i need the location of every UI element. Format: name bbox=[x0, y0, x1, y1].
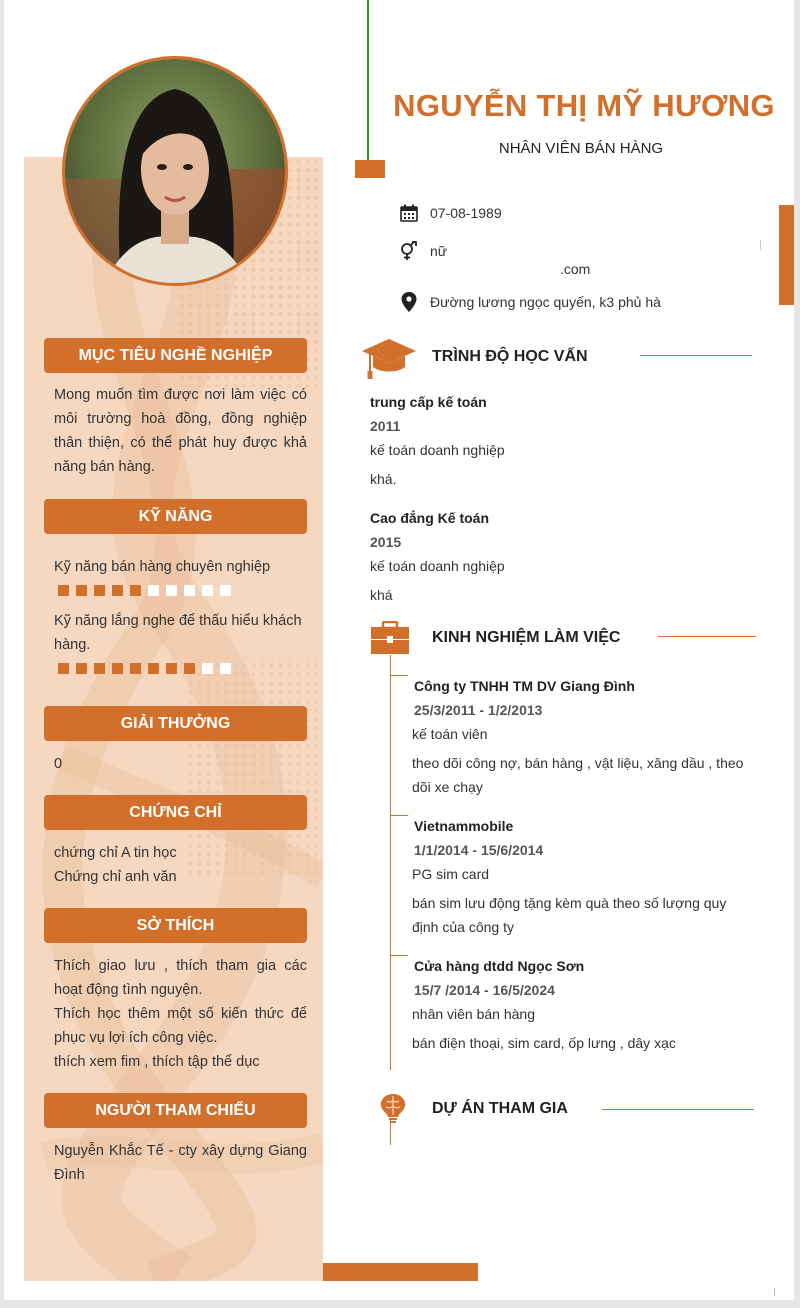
avatar bbox=[62, 56, 288, 286]
page-corner-mark bbox=[774, 1288, 775, 1296]
projects-timeline bbox=[390, 1120, 391, 1145]
skill-square-empty bbox=[202, 663, 213, 674]
certificates-heading: CHỨNG CHỈ bbox=[44, 795, 307, 830]
calendar-icon bbox=[398, 202, 420, 224]
education-rule bbox=[640, 355, 752, 356]
gender-row bbox=[398, 240, 447, 262]
education-grade: khá. bbox=[370, 471, 397, 487]
experience-period: 1/1/2014 - 15/6/2014 bbox=[414, 842, 544, 858]
skill-square-filled bbox=[76, 585, 87, 596]
education-heading: TRÌNH ĐỘ HỌC VẤN bbox=[432, 348, 588, 365]
skill-name: Kỹ năng lắng nghe để thấu hiểu khách hàng. bbox=[54, 613, 302, 653]
bottom-accent-bar bbox=[323, 1263, 478, 1281]
location-pin-icon bbox=[398, 291, 420, 313]
education-major: kế toán doanh nghiệp bbox=[370, 442, 505, 458]
gender-icon bbox=[398, 240, 420, 262]
experience-role: PG sim card bbox=[412, 866, 490, 882]
address-row bbox=[398, 291, 661, 313]
skill-square-empty bbox=[220, 663, 231, 674]
right-edge-tab bbox=[779, 205, 794, 305]
experience-rule bbox=[658, 636, 756, 637]
experience-desc: theo dõi công nợ, bán hàng , vật liệu, xăng dầu , theo dõi xe chạy bbox=[412, 755, 744, 795]
experience-role: nhân viên bán hàng bbox=[412, 1006, 535, 1022]
education-year: 2015 bbox=[370, 534, 402, 550]
accent-block bbox=[355, 160, 385, 178]
hobby-item: Thích học thêm một số kiến thức để phục vụ lợi ích công việc. bbox=[54, 1006, 307, 1046]
skill-square-filled bbox=[130, 585, 141, 596]
skill-level-bar bbox=[54, 582, 231, 598]
experience-period: 15/7 /2014 - 16/5/2024 bbox=[414, 982, 555, 998]
timeline-tick bbox=[390, 955, 408, 956]
objective-heading: MỤC TIÊU NGHỀ NGHIỆP bbox=[44, 338, 307, 373]
skill-square-filled bbox=[58, 663, 69, 674]
top-vertical-line bbox=[367, 0, 369, 160]
skills-heading: KỸ NĂNG bbox=[44, 499, 307, 534]
skill-square-filled bbox=[184, 663, 195, 674]
briefcase-icon bbox=[370, 621, 410, 655]
skill-square-filled bbox=[94, 663, 105, 674]
skill-square-filled bbox=[166, 663, 177, 674]
hobby-item: thích xem fim , thích tập thể dục bbox=[54, 1054, 260, 1070]
job-title: NHÂN VIÊN BÁN HÀNG bbox=[498, 140, 664, 157]
skill-square-empty bbox=[166, 585, 177, 596]
projects-rule bbox=[602, 1109, 754, 1110]
lightbulb-brain-icon bbox=[378, 1093, 408, 1123]
timeline-tick bbox=[390, 815, 408, 816]
education-school: trung cấp kế toán bbox=[370, 394, 487, 410]
awards-heading: GIẢI THƯỞNG bbox=[44, 706, 307, 741]
skill-square-filled bbox=[112, 663, 123, 674]
certificate-item: chứng chỉ A tin học bbox=[54, 845, 177, 861]
portrait-photo bbox=[65, 59, 285, 283]
experience-company: Công ty TNHH TM DV Giang Đình bbox=[414, 678, 635, 694]
skill-level-bar bbox=[54, 660, 231, 676]
skill-square-filled bbox=[112, 585, 123, 596]
experience-company: Vietnammobile bbox=[414, 818, 514, 834]
skill-square-filled bbox=[76, 663, 87, 674]
birthdate-value: 07-08-1989 bbox=[430, 205, 502, 221]
education-major: kế toán doanh nghiệp bbox=[370, 558, 505, 574]
skill-name: Kỹ năng bán hàng chuyên nghiệp bbox=[54, 559, 271, 575]
experience-heading: KINH NGHIỆM LÀM VIỆC bbox=[432, 629, 621, 646]
certificate-item: Chứng chỉ anh văn bbox=[54, 869, 177, 885]
skill-square-filled bbox=[94, 585, 105, 596]
experience-role: kế toán viên bbox=[412, 726, 488, 742]
experience-company: Cửa hàng dtdd Ngọc Sơn bbox=[414, 958, 585, 974]
skill-square-empty bbox=[184, 585, 195, 596]
skill-square-filled bbox=[148, 663, 159, 674]
birthdate-row bbox=[398, 202, 502, 224]
skill-square-empty bbox=[220, 585, 231, 596]
experience-timeline bbox=[390, 655, 391, 1070]
references-heading: NGƯỜI THAM CHIẾU bbox=[44, 1093, 307, 1128]
experience-period: 25/3/2011 - 1/2/2013 bbox=[414, 702, 543, 718]
experience-desc: bán sim lưu động tặng kèm quà theo số lượng quy định của công ty bbox=[412, 895, 727, 935]
skill-square-empty bbox=[202, 585, 213, 596]
full-name: NGUYỄN THỊ MỸ HƯƠNG bbox=[393, 88, 775, 123]
address-value: Đường lương ngọc quyến, k3 phủ hà bbox=[430, 294, 661, 310]
skill-square-empty bbox=[148, 585, 159, 596]
objective-text: Mong muốn tìm được nơi làm việc có môi trường hoà đồng, đồng nghiệp thân thiện, có thể phát huy được khả năng bán hàng. bbox=[54, 387, 307, 475]
skill-square-filled bbox=[58, 585, 69, 596]
hobbies-heading: SỞ THÍCH bbox=[44, 908, 307, 943]
education-grade: khá bbox=[370, 587, 393, 603]
experience-desc: bán điện thoại, sim card, ốp lưng , dây xạc bbox=[412, 1035, 676, 1051]
graduation-cap-icon bbox=[360, 337, 418, 381]
education-school: Cao đẳng Kế toán bbox=[370, 510, 490, 526]
awards-text: 0 bbox=[54, 756, 63, 772]
references-text: Nguyễn Khắc Tế - cty xây dựng Giang Đình bbox=[54, 1143, 307, 1183]
cv-page bbox=[4, 0, 794, 1300]
skill-square-filled bbox=[130, 663, 141, 674]
projects-heading: DỰ ÁN THAM GIA bbox=[432, 1100, 568, 1117]
gender-value: nữ bbox=[430, 243, 448, 259]
education-year: 2011 bbox=[370, 418, 401, 434]
divider-tick bbox=[760, 240, 761, 250]
email-row bbox=[560, 261, 590, 277]
timeline-tick bbox=[390, 675, 408, 676]
hobby-item: Thích giao lưu , thích tham gia các hoạt động tình nguyện. bbox=[54, 958, 307, 998]
email-value: .com bbox=[560, 261, 591, 277]
